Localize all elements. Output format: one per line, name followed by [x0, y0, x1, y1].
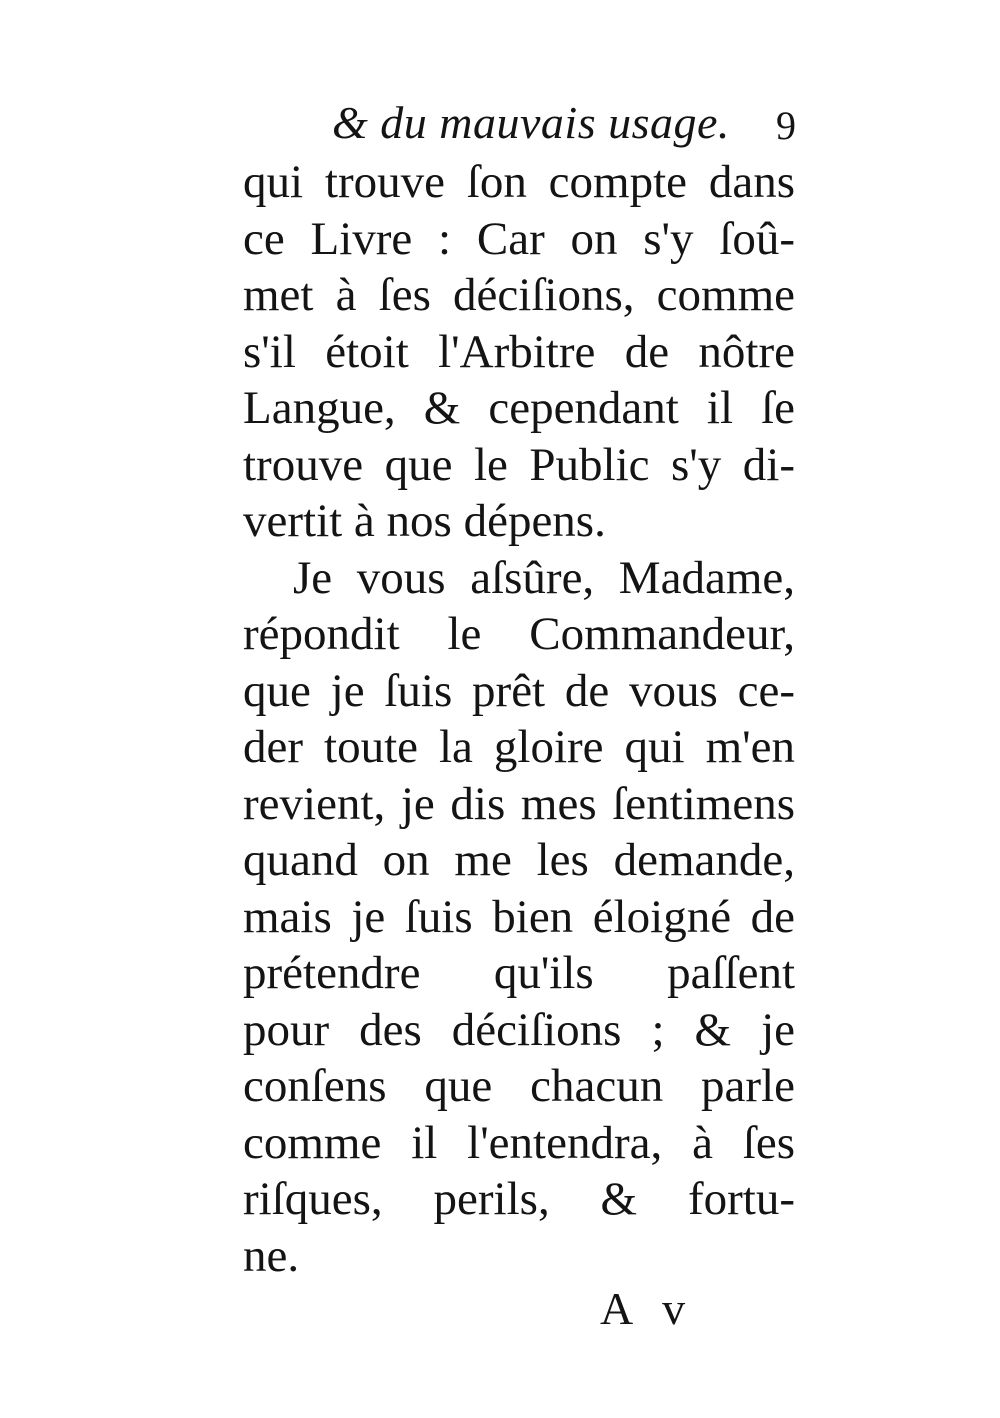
text-line: mais je ſuis bien éloigné de [243, 890, 795, 943]
running-title: & du mauvais usage. [332, 97, 730, 148]
text-line: ne. [243, 1229, 300, 1282]
text-line: met à ſes déciſions, comme [243, 269, 795, 321]
text-line: Langue, & cependant il ſe [243, 382, 795, 434]
text-line: revient, je dis mes ſentimens [243, 777, 795, 830]
text-line: vertit à nos dépens. [243, 495, 606, 547]
page-header [332, 96, 802, 156]
text-line: pour des déciſions ; & je [243, 1003, 795, 1056]
text-line: qui trouve ſon compte dans [243, 156, 795, 208]
text-line: der toute la gloire qui m'en [243, 721, 795, 773]
text-line: s'il étoit l'Arbitre de nôtre [243, 325, 795, 378]
text-line: que je ſuis prêt de vous ce- [243, 664, 795, 717]
body-text [243, 154, 795, 1284]
page-number: 9 [776, 103, 796, 148]
text-line: quand on me les demande, [243, 834, 795, 886]
text-line: trouve que le Public s'y di- [243, 438, 795, 491]
catchword-signature: A v [600, 1283, 696, 1334]
text-line: prétendre qu'ils paſſent [243, 947, 795, 999]
paragraph-start-line: Je vous aſsûre, Madame, [293, 551, 795, 604]
text-line: conſens que chacun parle [243, 1060, 795, 1112]
text-line: ce Livre : Car on s'y ſoû- [243, 212, 795, 265]
text-line: comme il l'entendra, à ſes [243, 1116, 795, 1169]
text-line: répondit le Commandeur, [243, 608, 795, 660]
text-line: riſques, perils, & fortu- [243, 1173, 795, 1225]
